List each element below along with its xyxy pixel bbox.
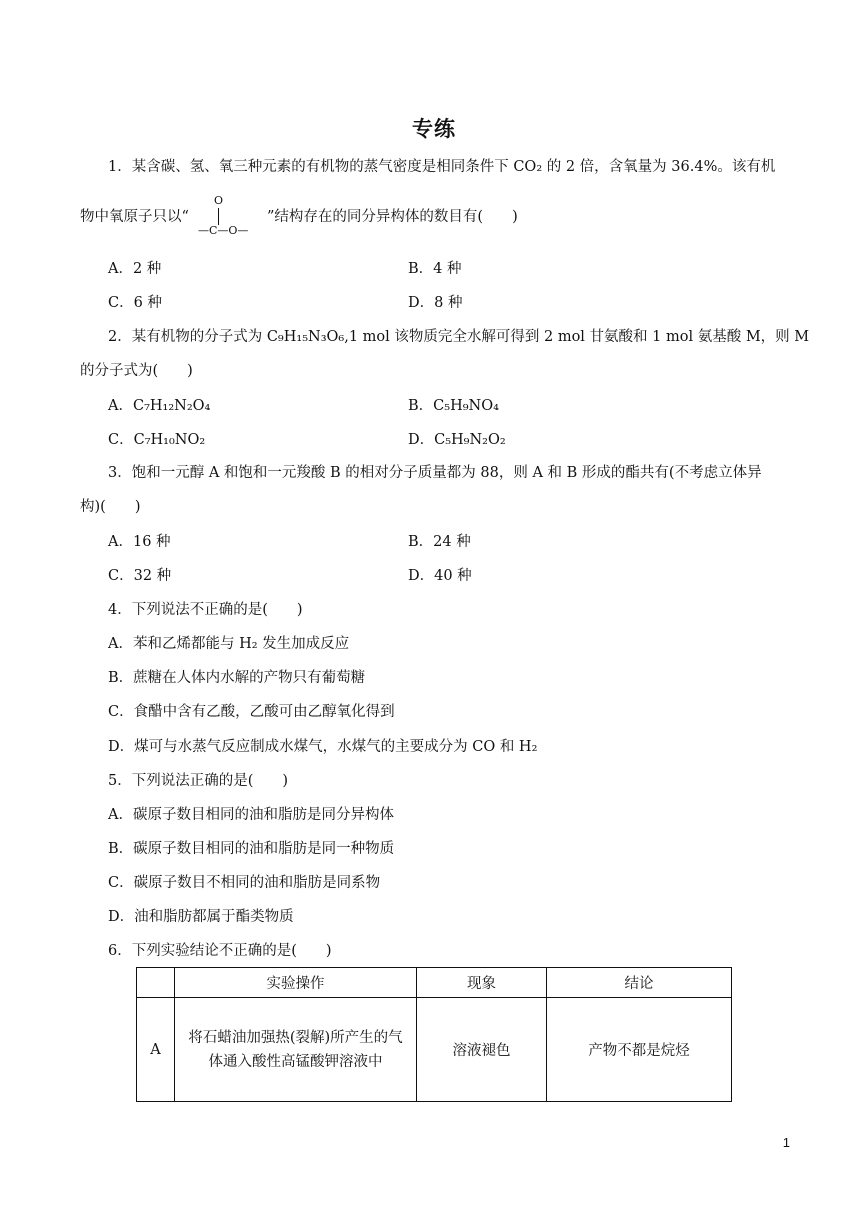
q5-option-c: C．碳原子数目不相同的油和脂肪是同系物: [108, 875, 381, 891]
q5-option-d: D．油和脂肪都属于酯类物质: [108, 909, 294, 925]
q4-stem: 4．下列说法不正确的是( ): [108, 602, 303, 618]
q2-option-a: A．C₇H₁₂N₂O₄: [108, 398, 211, 414]
row-phenomenon: 溶液褪色: [417, 998, 547, 1102]
q1-option-b: B．4 种: [408, 261, 462, 277]
struct-oxygen-top: O: [214, 194, 224, 207]
q2-option-d: D．C₅H₉N₂O₂: [408, 432, 506, 448]
row-operation-line2: 体通入酸性高锰酸钾溶液中: [208, 1053, 383, 1070]
q4-option-b: B．蔗糖在人体内水解的产物只有葡萄糖: [108, 670, 366, 686]
q2-stem-line1: 2．某有机物的分子式为 C₉H₁₅N₃O₆,1 mol 该物质完全水解可得到 2 mol 甘氨酸和 1 mol 氨基酸 M，则 M: [108, 329, 810, 345]
row-operation: [175, 998, 417, 1102]
row-label: A: [137, 998, 175, 1102]
struct-double-bond: [218, 208, 219, 225]
q5-stem: 5．下列说法正确的是( ): [108, 773, 289, 789]
table-row: [137, 998, 732, 1102]
table-header-phenomenon: 现象: [417, 968, 547, 998]
page-number: 1: [782, 1135, 790, 1150]
q3-stem-line1: 3．饱和一元醇 A 和饱和一元羧酸 B 的相对分子质量都为 88，则 A 和 B 形成的酯共有(不考虑立体异: [108, 465, 762, 481]
q1-stem-line2-post: ”结构存在的同分异构体的数目有( ): [267, 209, 518, 225]
q3-option-c: C．32 种: [108, 568, 172, 584]
ester-structure-diagram: [193, 194, 265, 240]
struct-chain: —C—O—: [198, 224, 249, 237]
q1-stem-line1: 1．某含碳、氢、氧三种元素的有机物的蒸气密度是相同条件下 CO₂ 的 2 倍，含氧量为 36.4%。该有机: [108, 159, 776, 175]
row-operation-line1: 将石蜡油加强热(裂解)所产生的气: [188, 1029, 403, 1046]
q1-option-c: C．6 种: [108, 295, 162, 311]
q4-option-c: C．食醋中含有乙酸，乙酸可由乙醇氧化得到: [108, 704, 395, 720]
q1-option-a: A．2 种: [108, 261, 162, 277]
q2-option-b: B．C₅H₉NO₄: [408, 398, 499, 414]
experiment-table: [136, 967, 732, 1102]
q5-option-a: A．碳原子数目相同的油和脂肪是同分异构体: [108, 807, 394, 823]
page-title: 专练: [412, 117, 456, 141]
q6-stem: 6．下列实验结论不正确的是( ): [108, 943, 332, 959]
table-header-conclusion: 结论: [547, 968, 732, 998]
q1-stem-line2-pre: 物中氧原子只以“: [80, 209, 189, 225]
table-header-row: [137, 968, 732, 998]
q3-option-d: D．40 种: [408, 568, 472, 584]
table-header-operation: 实验操作: [175, 968, 417, 998]
q2-option-c: C．C₇H₁₀NO₂: [108, 432, 206, 448]
q2-stem-line2: 的分子式为( ): [80, 363, 193, 379]
q1-option-d: D．8 种: [408, 295, 463, 311]
q4-option-a: A．苯和乙烯都能与 H₂ 发生加成反应: [108, 636, 350, 652]
row-conclusion: 产物不都是烷烃: [547, 998, 732, 1102]
table-header-label: [137, 968, 175, 998]
q3-option-b: B．24 种: [408, 534, 471, 550]
q5-option-b: B．碳原子数目相同的油和脂肪是同一种物质: [108, 841, 395, 857]
q4-option-d: D．煤可与水蒸气反应制成水煤气，水煤气的主要成分为 CO 和 H₂: [108, 739, 538, 755]
q3-stem-line2: 构)( ): [80, 499, 141, 515]
q3-option-a: A．16 种: [108, 534, 171, 550]
